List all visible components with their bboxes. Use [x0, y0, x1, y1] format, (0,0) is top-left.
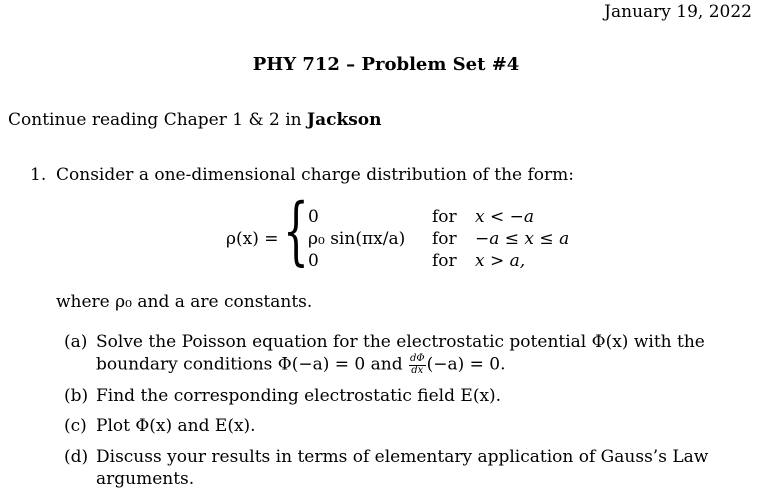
case-for: for	[432, 229, 457, 249]
part-text-continued	[96, 354, 506, 376]
part-a	[64, 332, 764, 378]
case-value: 0	[308, 207, 319, 227]
bc-text-end: (−a) = 0.	[426, 354, 506, 375]
part-c	[64, 416, 764, 438]
date: January 19, 2022	[604, 2, 752, 22]
case-value: ρ₀ sin(πx/a)	[308, 229, 406, 249]
left-brace-icon: {	[283, 188, 309, 274]
part-label: (d)	[64, 447, 89, 467]
reading-book: Jackson	[307, 110, 382, 130]
frac-denominator: dx	[411, 364, 424, 376]
case-for: for	[432, 207, 457, 227]
reading-text: Continue reading Chaper 1 & 2 in	[8, 110, 308, 130]
case-value: 0	[308, 251, 319, 271]
derivative-fraction	[409, 354, 426, 376]
problem-number: 1.	[30, 165, 47, 185]
frac-numerator: dΦ	[410, 353, 425, 364]
page-title: PHY 712 – Problem Set #4	[252, 54, 520, 75]
part-text-continued: arguments.	[96, 469, 195, 489]
part-text: Plot Φ(x) and E(x).	[96, 416, 256, 436]
part-b	[64, 386, 764, 408]
case-condition: −a ≤ x ≤ a	[475, 229, 570, 249]
problem-text: Consider a one-dimensional charge distribution of the form:	[56, 165, 575, 185]
case-condition: x > a,	[475, 251, 526, 271]
case-for: for	[432, 251, 457, 271]
part-text: Find the corresponding electrostatic field E(x).	[96, 386, 502, 406]
bc-text: boundary conditions Φ(−a) = 0 and	[96, 354, 408, 375]
charge-distribution-equation	[0, 188, 772, 280]
part-text: Solve the Poisson equation for the electrostatic potential Φ(x) with the	[96, 332, 705, 352]
case-condition: x < −a	[475, 207, 535, 227]
equation-lhs: ρ(x) =	[226, 229, 279, 249]
reading-assignment	[8, 110, 382, 130]
part-label: (a)	[64, 332, 88, 352]
part-text: Discuss your results in terms of elementary application of Gauss’s Law	[96, 447, 709, 467]
part-label: (c)	[64, 416, 87, 436]
where-clause: where ρ₀ and a are constants.	[56, 292, 313, 312]
part-label: (b)	[64, 386, 89, 406]
problem-1-statement	[30, 165, 574, 185]
part-d	[64, 447, 764, 491]
